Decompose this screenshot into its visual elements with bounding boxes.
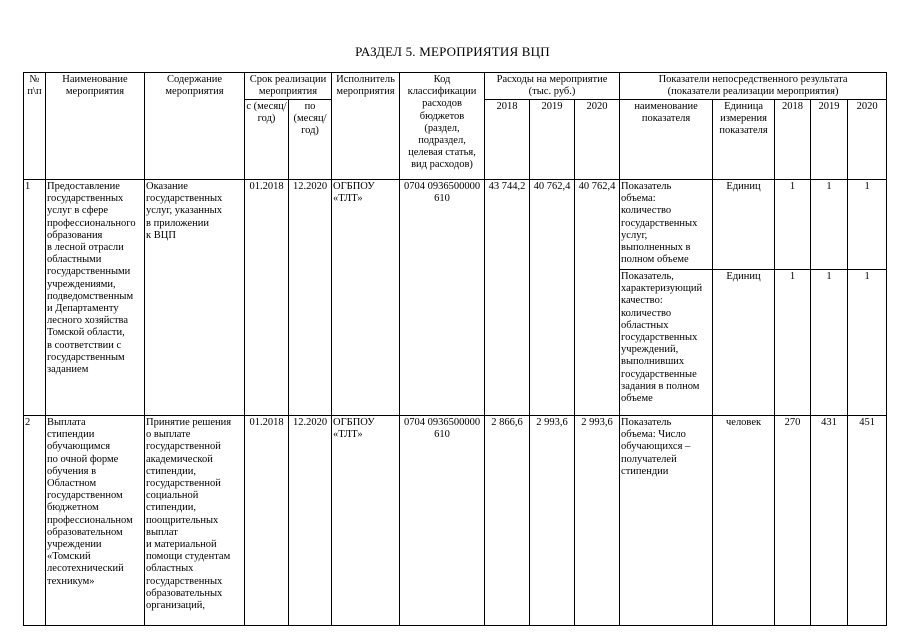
indicator-name: Показатель, характеризующий качество: количество областных государственных учреждений, выполнивших государственные задания в полном объеме (620, 270, 713, 416)
period-start: 01.2018 (245, 416, 289, 626)
header-period-start: с (месяц/ год) (245, 100, 289, 180)
expense-value: 2 993,6 (530, 416, 575, 626)
indicator-value: 1 (811, 180, 848, 270)
header-indicator-year: 2019 (811, 100, 848, 180)
executor: ОГБПОУ «ТЛТ» (332, 180, 400, 416)
page-title: РАЗДЕЛ 5. МЕРОПРИЯТИЯ ВЦП (355, 44, 550, 59)
indicator-value: 1 (775, 180, 811, 270)
header-num: № п\п (24, 73, 46, 180)
period-end: 12.2020 (289, 416, 332, 626)
header-indicator-year: 2018 (775, 100, 811, 180)
header-indicators: Показатели непосредственного результата (показатели реализации мероприятия) (620, 73, 887, 100)
indicator-name: Показатель объема: Число обучающихся – получателей стипендии (620, 416, 713, 626)
executor: ОГБПОУ «ТЛТ» (332, 416, 400, 626)
header-expenses-year: 2019 (530, 100, 575, 180)
table-row (24, 416, 887, 626)
expense-value: 2 993,6 (575, 416, 620, 626)
header-period: Срок реализации мероприятия (245, 73, 332, 100)
header-executor: Исполнитель мероприятия (332, 73, 400, 180)
table-row (24, 180, 887, 270)
expense-value: 40 762,4 (530, 180, 575, 416)
indicator-value: 1 (848, 180, 887, 270)
header-code: Код классификации расходов бюджетов (раздел, подраздел, целевая статья, вид расходов) (400, 73, 485, 180)
row-number: 2 (24, 416, 46, 626)
expense-value: 43 744,2 (485, 180, 530, 416)
header-name: Наименование мероприятия (46, 73, 145, 180)
activity-name: Предоставление государственных услуг в сфере профессионального образования в лесной отрасли областными государственными учреждениями, подведомственным и Департаменту лесного хозяйства Томской области, в соответствии с государственным заданием (46, 180, 145, 416)
indicator-value: 1 (811, 270, 848, 416)
header-period-end: по (месяц/ год) (289, 100, 332, 180)
indicator-unit: Единиц (713, 180, 775, 270)
indicator-value: 1 (848, 270, 887, 416)
row-number: 1 (24, 180, 46, 416)
expense-value: 40 762,4 (575, 180, 620, 416)
header-indicator-name: наименование показателя (620, 100, 713, 180)
header-indicator-year: 2020 (848, 100, 887, 180)
header-unit: Единица измерения показателя (713, 100, 775, 180)
expense-value: 2 866,6 (485, 416, 530, 626)
indicator-unit: Единиц (713, 270, 775, 416)
indicator-value: 270 (775, 416, 811, 626)
activity-name: Выплата стипендии обучающимся по очной форме обучения в Областном государственном бюджетном профессиональном образовательном учреждении «Томский лесотехнический техникум» (46, 416, 145, 626)
header-content: Содержание мероприятия (145, 73, 245, 180)
activities-table (23, 72, 887, 626)
period-end: 12.2020 (289, 180, 332, 416)
budget-code: 0704 0936500000 610 (400, 180, 485, 416)
activity-content: Оказание государственных услуг, указанных в приложении к ВЦП (145, 180, 245, 416)
header-expenses-year: 2018 (485, 100, 530, 180)
activity-content: Принятие решения о выплате государственной академической стипендии, государственной социальной стипендии, поощрительных выплат и материальной помощи студентам областных государственных образовательных организаций, (145, 416, 245, 626)
period-start: 01.2018 (245, 180, 289, 416)
indicator-value: 451 (848, 416, 887, 626)
header-expenses: Расходы на мероприятие (тыс. руб.) (485, 73, 620, 100)
indicator-value: 1 (775, 270, 811, 416)
budget-code: 0704 0936500000 610 (400, 416, 485, 626)
indicator-value: 431 (811, 416, 848, 626)
indicator-unit: человек (713, 416, 775, 626)
indicator-name: Показатель объема: количество государственных услуг, выполненных в полном объеме (620, 180, 713, 270)
header-expenses-year: 2020 (575, 100, 620, 180)
